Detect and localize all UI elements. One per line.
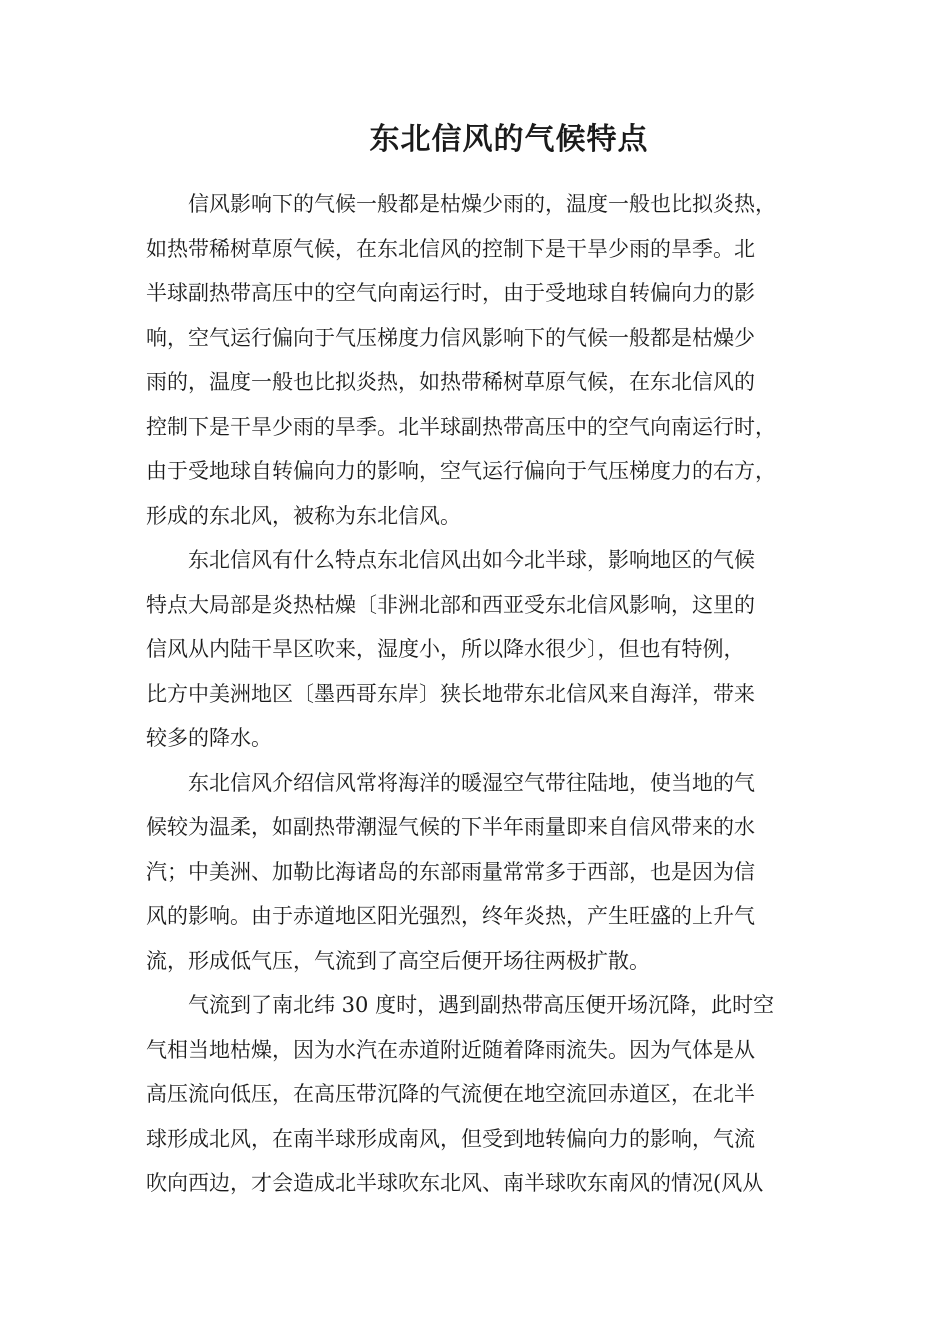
paragraph-line: 信风影响下的气候一般都是枯燥少雨的，温度一般也比拟炎热，	[188, 192, 776, 216]
paragraph-line: 东北信风介绍信风常将海洋的暖湿空气带往陆地，使当地的气	[188, 770, 755, 795]
paragraph-line: 风的影响。由于赤道地区阳光强烈，终年炎热，产生旺盛的上升气	[146, 904, 755, 928]
paragraph-line: 球形成北风，在南半球形成南风，但受到地转偏向力的影响，气流	[146, 1126, 755, 1151]
paragraph-line: 特点大局部是炎热枯燥〔非洲北部和西亚受东北信风影响，这里的	[146, 592, 755, 617]
paragraph-line: 由于受地球自转偏向力的影响，空气运行偏向于气压梯度力的右方，	[146, 459, 776, 483]
paragraph-1	[146, 182, 826, 538]
paragraph-line: 东北信风有什么特点东北信风出如今北半球，影响地区的气候	[188, 548, 755, 572]
paragraph-line: 信风从内陆干旱区吹来，湿度小，所以降水很少〕，但也有特例，	[146, 637, 745, 661]
paragraph-line: 响，空气运行偏向于气压梯度力信风影响下的气候一般都是枯燥少	[146, 325, 755, 350]
paragraph-4	[146, 983, 826, 1206]
paragraph-line: 气流到了南北纬 30 度时，遇到副热带高压便开场沉降，此时空	[188, 993, 775, 1017]
paragraph-line: 气相当地枯燥，因为水汽在赤道附近随着降雨流失。因为气体是从	[146, 1037, 755, 1062]
paragraph-line: 如热带稀树草原气候，在东北信风的控制下是干旱少雨的旱季。北	[146, 236, 755, 261]
paragraph-line: 形成的东北风，被称为东北信风。	[146, 503, 461, 528]
paragraph-line: 候较为温柔，如副热带潮湿气候的下半年雨量即来自信风带来的水	[146, 815, 755, 839]
paragraph-line: 控制下是干旱少雨的旱季。北半球副热带高压中的空气向南运行时，	[146, 414, 776, 439]
document-body	[146, 182, 826, 1206]
paragraph-2	[146, 538, 826, 761]
paragraph-line: 比方中美洲地区〔墨西哥东岸〕狭长地带东北信风来自海洋，带来	[146, 681, 755, 706]
paragraph-line: 流，形成低气压，气流到了高空后便开场往两极扩散。	[146, 948, 650, 973]
paragraph-3	[146, 761, 826, 984]
paragraph-line: 较多的降水。	[146, 726, 272, 750]
paragraph-line: 汽；中美洲、加勒比海诸岛的东部雨量常常多于西部，也是因为信	[146, 859, 755, 884]
paragraph-line: 吹向西边，才会造成北半球吹东北风、南半球吹东南风的情况(风从	[146, 1171, 764, 1195]
document-title: 东北信风的气候特点	[369, 122, 649, 157]
paragraph-line: 半球副热带高压中的空气向南运行时，由于受地球自转偏向力的影	[146, 281, 755, 305]
paragraph-line: 雨的，温度一般也比拟炎热，如热带稀树草原气候，在东北信风的	[146, 370, 755, 394]
paragraph-line: 高压流向低压，在高压带沉降的气流便在地空流回赤道区，在北半	[146, 1082, 755, 1106]
